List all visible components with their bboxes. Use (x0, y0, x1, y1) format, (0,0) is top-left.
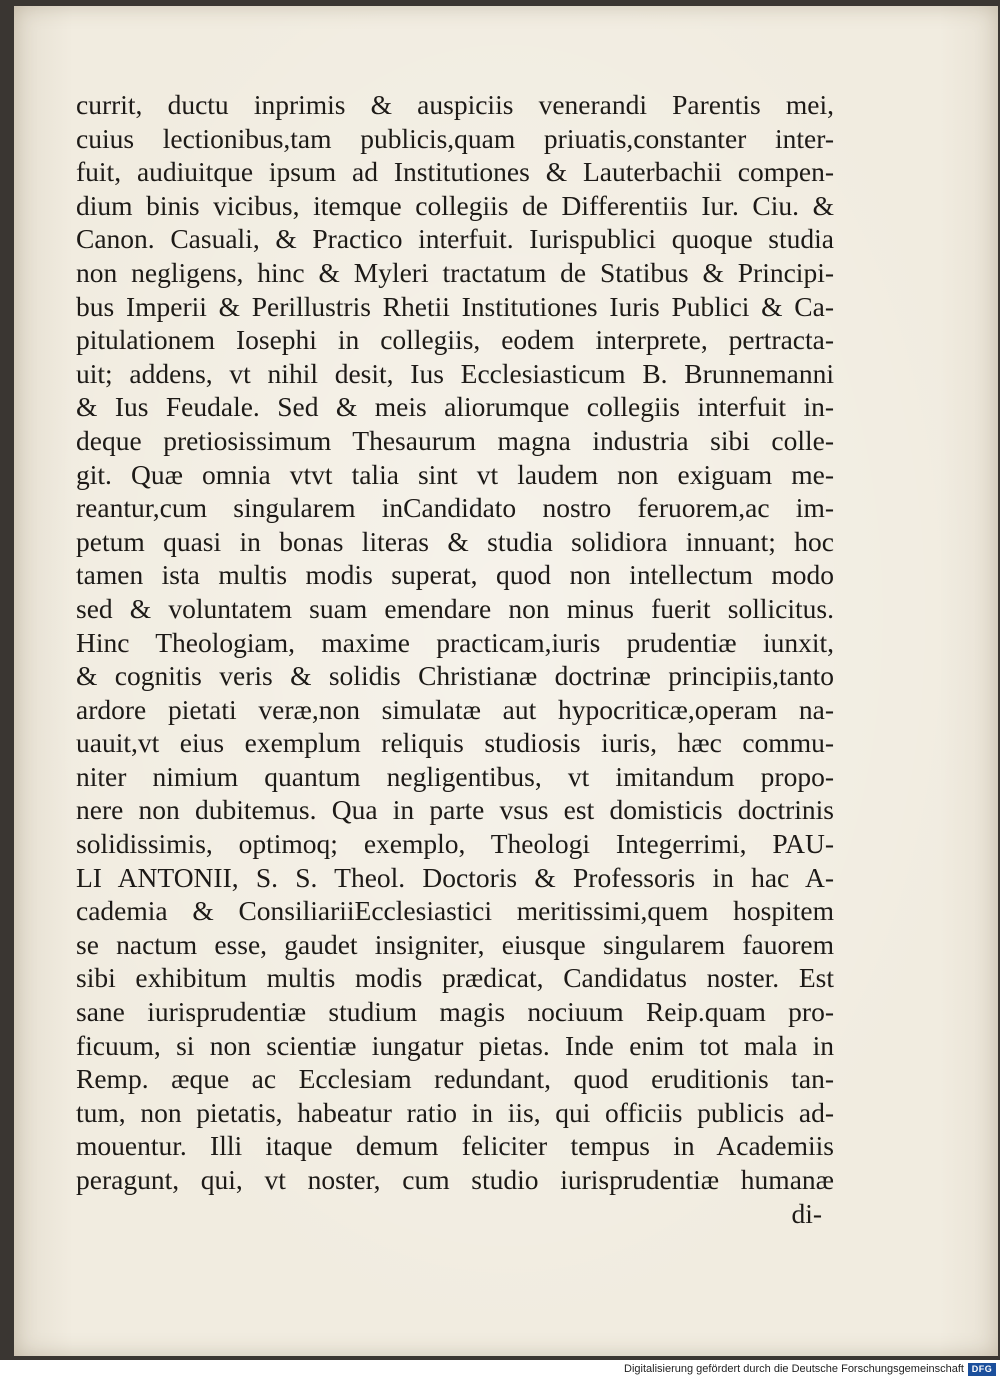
text-line: sane iurisprudentiæ studium magis nociuum Reip.quam pro- (76, 996, 834, 1028)
text-line: & cognitis veris & solidis Christianæ doctrinæ principiis,tanto (76, 660, 834, 692)
document-page (14, 6, 998, 1356)
dfg-logo: DFG (968, 1363, 996, 1376)
text-line: pitulationem Iosephi in collegiis, eodem interprete, pertracta- (76, 324, 834, 356)
text-line: solidissimis, optimoq; exemplo, Theologi Integerrimi, PAU- (76, 828, 834, 860)
text-line: sed & voluntatem suam emendare non minus fuerit sollicitus. (76, 592, 834, 624)
catchword: di- (791, 1197, 822, 1229)
text-line: peragunt, qui, vt noster, cum studio iurisprudentiæ humanæ (76, 1164, 834, 1195)
text-line: niter nimium quantum negligentibus, vt imitandum propo- (76, 760, 834, 792)
text-line: LI ANTONII, S. S. Theol. Doctoris & Professoris in hac A- (76, 861, 834, 893)
body-text (76, 88, 834, 1230)
text-line: cuius lectionibus,tam publicis,quam priuatis,constanter inter- (76, 122, 834, 154)
text-line: deque pretiosissimum Thesaurum magna industria sibi colle- (76, 424, 834, 456)
text-line: & Ius Feudale. Sed & meis aliorumque collegiis interfuit in- (76, 391, 834, 423)
text-line: mouentur. Illi itaque demum feliciter tempus in Academiis (76, 1130, 834, 1162)
text-line: git. Quæ omnia vtvt talia sint vt laudem non exiguam me- (76, 458, 834, 490)
text-line: sibi exhibitum multis modis prædicat, Candidatus noster. Est (76, 962, 834, 994)
text-line: petum quasi in bonas literas & studia solidiora innuant; hoc (76, 525, 834, 557)
text-line: reantur,cum singularem inCandidato nostro feruorem,ac im- (76, 492, 834, 524)
text-line: bus Imperii & Perillustris Rhetii Institutiones Iuris Publici & Ca- (76, 290, 834, 322)
text-line: non negligens, hinc & Myleri tractatum de Statibus & Principi- (76, 256, 834, 288)
text-line: tamen ista multis modis superat, quod non intellectum modo (76, 559, 834, 591)
footer-bar (0, 1360, 1000, 1380)
text-line: Canon. Casuali, & Practico interfuit. Iurispublici quoque studia (76, 223, 834, 255)
text-line: currit, ductu inprimis & auspiciis venerandi Parentis mei, (76, 89, 834, 120)
funding-notice: Digitalisierung gefördert durch die Deutsche Forschungsgemeinschaft (624, 1363, 964, 1375)
text-line: nere non dubitemus. Qua in parte vsus est domisticis doctrinis (76, 794, 834, 826)
text-line: ardore pietati veræ,non simulatæ aut hypocriticæ,operam na- (76, 693, 834, 725)
text-line: uit; addens, vt nihil desit, Ius Ecclesiasticum B. Brunnemanni (76, 357, 834, 389)
text-line: cademia & ConsiliariiEcclesiastici meritissimi,quem hospitem (76, 895, 834, 927)
text-line: tum, non pietatis, habeatur ratio in iis, qui officiis publicis ad- (76, 1096, 834, 1128)
text-line: uauit,vt eius exemplum reliquis studiosis iuris, hæc commu- (76, 727, 834, 759)
text-line: ficuum, si non scientiæ iungatur pietas. Inde enim tot mala in (76, 1029, 834, 1061)
text-line: dium binis vicibus, itemque collegiis de Differentiis Iur. Ciu. & (76, 189, 834, 221)
text-line: Remp. æque ac Ecclesiam redundant, quod eruditionis tan- (76, 1063, 834, 1095)
text-line: Hinc Theologiam, maxime practicam,iuris prudentiæ iunxit, (76, 626, 834, 658)
text-line: se nactum esse, gaudet insigniter, eiusque singularem fauorem (76, 928, 834, 960)
text-line: fuit, audiuitque ipsum ad Institutiones & Lauterbachii compen- (76, 156, 834, 188)
